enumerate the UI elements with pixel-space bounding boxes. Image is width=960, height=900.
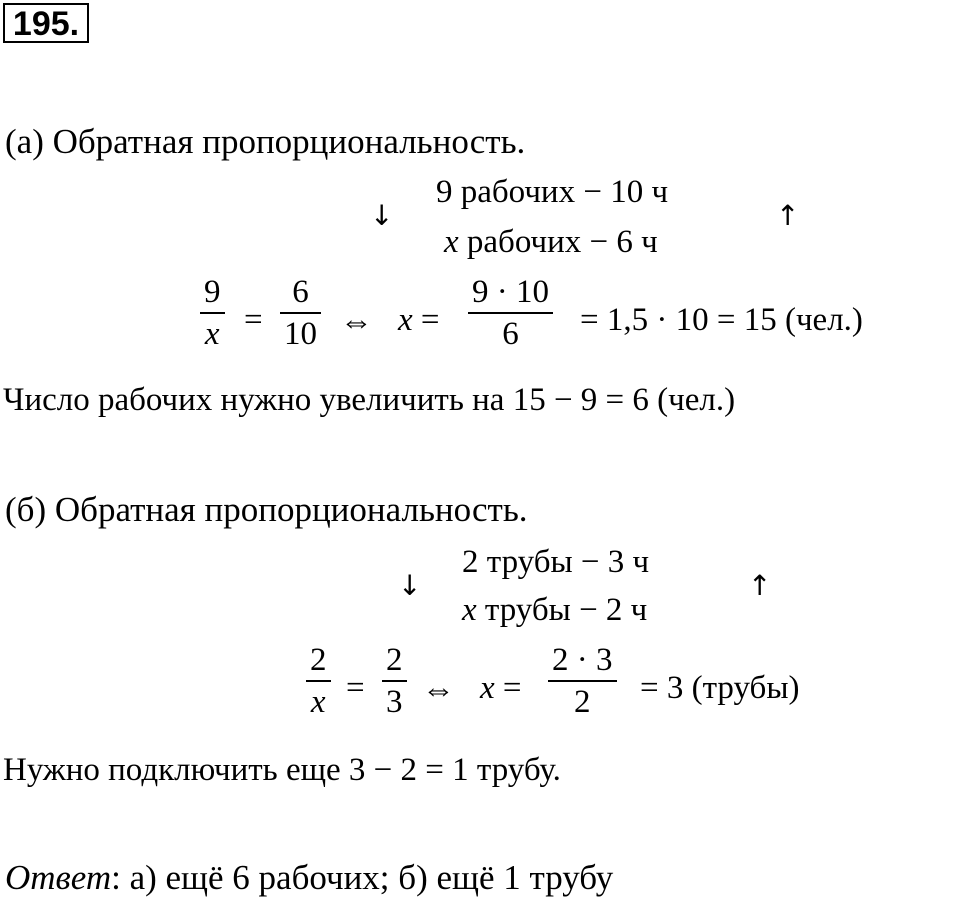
part-b-equals-1: = xyxy=(346,670,365,706)
part-a-fraction-2-numerator: 6 xyxy=(292,274,309,310)
part-a-row2-variable: x xyxy=(444,224,459,260)
part-b-fraction-2 xyxy=(382,640,407,722)
part-b-fraction-1-numerator: 2 xyxy=(310,642,327,678)
part-a-fraction-2 xyxy=(280,272,321,354)
part-b-fraction-1 xyxy=(306,640,331,722)
part-a-fraction-1-numerator: 9 xyxy=(204,274,221,310)
part-a-x-equals xyxy=(398,300,440,340)
part-b-heading: (б) Обратная пропорциональность. xyxy=(5,490,528,529)
part-b-conclusion: Нужно подключить еще 3 − 2 = 1 трубу. xyxy=(3,752,561,788)
part-b-iff-symbol: ⇔ xyxy=(422,672,455,708)
part-b-proportion-row-2 xyxy=(462,590,647,630)
part-a-heading: (а) Обратная пропорциональность. xyxy=(5,122,526,161)
part-a-fraction-2-denominator: 10 xyxy=(284,316,317,352)
part-b-proportion-row-1: 2 трубы − 3 ч xyxy=(462,544,650,580)
part-b-up-arrow-icon: ↑ xyxy=(748,569,772,602)
part-b-down-arrow-icon: ↓ xyxy=(398,569,422,602)
problem-number-box xyxy=(3,3,89,43)
problem-number: 195. xyxy=(12,5,80,43)
answer-text: : а) ещё 6 рабочих; б) ещё 1 трубу xyxy=(111,858,614,897)
part-b-fraction-2-denominator: 3 xyxy=(386,684,403,720)
part-a-fraction-3 xyxy=(468,272,553,354)
part-a-down-arrow-icon: ↓ xyxy=(370,199,394,232)
part-a-fraction-1 xyxy=(200,272,225,354)
answer-label: Ответ xyxy=(5,858,112,897)
part-a-fraction-1-denominator: x xyxy=(204,316,220,352)
part-b-x-equals xyxy=(480,668,522,708)
part-b-row2-text: трубы − 2 ч xyxy=(476,592,648,628)
part-a-conclusion: Число рабочих нужно увеличить на 15 − 9 = 6 (чел.) xyxy=(3,382,736,418)
answer-line xyxy=(5,858,613,898)
part-b-fraction-3 xyxy=(548,640,617,722)
part-a-x-variable: x xyxy=(398,302,413,338)
part-b-result: = 3 (трубы) xyxy=(640,670,800,706)
part-a-fraction-3-numerator: 9 · 10 xyxy=(472,274,549,310)
part-b-x-variable: x xyxy=(480,670,495,706)
part-a-proportion-row-2 xyxy=(444,222,658,262)
part-b-fraction-2-numerator: 2 xyxy=(386,642,403,678)
part-a-up-arrow-icon: ↑ xyxy=(776,199,800,232)
part-b-equals-2: = xyxy=(494,670,522,706)
part-a-row2-text: рабочих − 6 ч xyxy=(458,224,658,260)
part-a-equals-1: = xyxy=(244,302,263,338)
part-b-row2-variable: x xyxy=(462,592,477,628)
part-a-fraction-3-denominator: 6 xyxy=(502,316,519,352)
part-a-result: = 1,5 · 10 = 15 (чел.) xyxy=(580,302,863,338)
part-b-fraction-1-denominator: x xyxy=(310,684,326,720)
part-a-iff-symbol: ⇔ xyxy=(340,304,373,340)
part-b-fraction-3-numerator: 2 · 3 xyxy=(552,642,613,678)
part-a-proportion-row-1: 9 рабочих − 10 ч xyxy=(436,174,669,210)
part-a-equals-2: = xyxy=(412,302,440,338)
part-b-fraction-3-denominator: 2 xyxy=(574,684,591,720)
